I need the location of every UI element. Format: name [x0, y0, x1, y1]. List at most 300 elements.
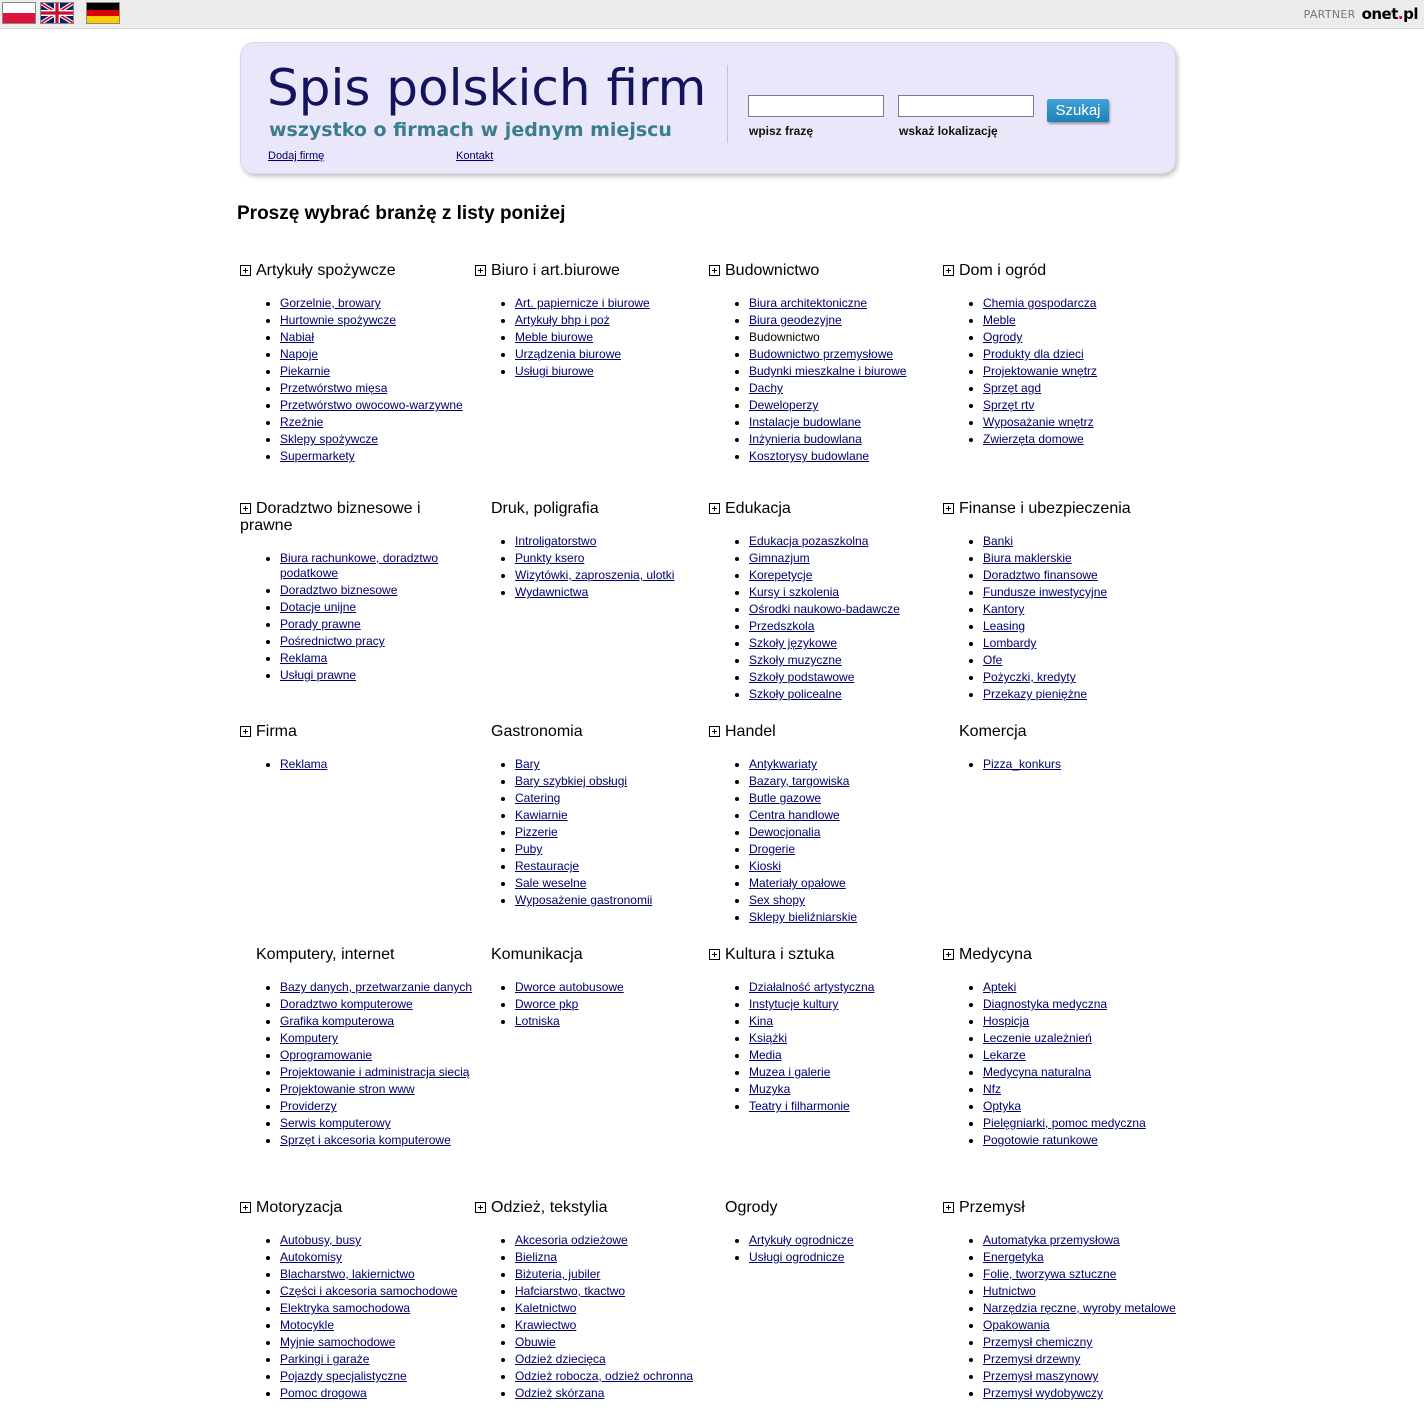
subcategory-link[interactable]: Przemysł chemiczny — [983, 1335, 1093, 1349]
location-input[interactable] — [898, 95, 1034, 117]
subcategory-link[interactable]: Energetyka — [983, 1250, 1044, 1264]
subcategory-link[interactable]: Gimnazjum — [749, 551, 810, 565]
subcategory-link[interactable]: Ośrodki naukowo-badawcze — [749, 602, 900, 616]
subcategory-link[interactable]: Fundusze inwestycyjne — [983, 585, 1108, 599]
subcategory-item — [749, 449, 943, 464]
category-block — [240, 262, 474, 466]
subcategory-item — [515, 997, 709, 1012]
subcategory-link[interactable]: Elektryka samochodowa — [280, 1301, 411, 1315]
subcategory-item — [515, 1014, 709, 1029]
category-heading[interactable] — [943, 723, 1177, 740]
subcategory-item — [280, 1133, 474, 1148]
subcategory-item — [515, 551, 709, 566]
subcategory-link[interactable]: Zwierzęta domowe — [983, 432, 1084, 446]
expand-plus-icon[interactable] — [240, 1202, 251, 1213]
subcategory-item — [983, 1116, 1177, 1131]
subcategory-item — [749, 636, 943, 651]
subcategory-link[interactable]: Reklama — [280, 651, 328, 665]
subcategory-item — [515, 313, 709, 328]
subcategory-item — [749, 364, 943, 379]
category-heading[interactable] — [475, 946, 709, 963]
subcategory-link[interactable]: Ogrody — [983, 330, 1023, 344]
subcategory-link[interactable]: Apteki — [983, 980, 1017, 994]
subcategory-link[interactable]: Akcesoria odzieżowe — [515, 1233, 628, 1247]
subcategory-item — [515, 364, 709, 379]
subcategory-item — [983, 687, 1177, 702]
subcategory-link[interactable]: Obuwie — [515, 1335, 556, 1349]
subcategory-link[interactable]: Providerzy — [280, 1099, 337, 1113]
subcategory-item — [515, 774, 709, 789]
subcategory-link[interactable]: Szkoły językowe — [749, 636, 838, 650]
subcategory-item — [515, 1369, 709, 1384]
subcategory-link[interactable]: Doradztwo biznesowe — [280, 583, 398, 597]
subcategory-link[interactable]: Dotacje unijne — [280, 600, 357, 614]
category-heading[interactable] — [240, 723, 474, 740]
subcategory-link[interactable]: Przedszkola — [749, 619, 815, 633]
expand-plus-icon[interactable] — [943, 949, 954, 960]
category-title: Handel — [725, 723, 776, 740]
subcategory-item — [280, 997, 474, 1012]
site-header — [240, 42, 1176, 174]
category-heading[interactable] — [475, 1199, 709, 1216]
subcategory-link[interactable]: Opakowania — [983, 1318, 1050, 1332]
subcategory-item — [749, 1065, 943, 1080]
subcategory-link[interactable]: Blacharstwo, lakiernictwo — [280, 1267, 415, 1281]
add-company-link[interactable]: Dodaj firmę — [268, 150, 325, 162]
subcategory-link[interactable]: Przemysł drzewny — [983, 1352, 1081, 1366]
subcategory-link[interactable]: Motocykle — [280, 1318, 335, 1332]
subcategory-link[interactable]: Odzież dziecięca — [515, 1352, 606, 1366]
subcategory-link[interactable]: Butle gazowe — [749, 791, 822, 805]
subcategory-link[interactable]: Kosztorysy budowlane — [749, 449, 870, 463]
subcategory-list — [943, 980, 1177, 1148]
subcategory-link[interactable]: Biura architektoniczne — [749, 296, 868, 310]
subcategory-link[interactable]: Catering — [515, 791, 561, 805]
subcategory-link[interactable]: Pizza_konkurs — [983, 757, 1062, 771]
subcategory-link[interactable]: Grafika komputerowa — [280, 1014, 395, 1028]
category-heading[interactable] — [475, 500, 709, 517]
subcategory-item — [749, 296, 943, 311]
subcategory-link[interactable]: Wydawnictwa — [515, 585, 589, 599]
subcategory-link[interactable]: Książki — [749, 1031, 788, 1045]
subcategory-link[interactable]: Pielęgniarki, pomoc medyczna — [983, 1116, 1146, 1130]
onet-logo-suffix: pl — [1403, 5, 1418, 23]
subcategory-link[interactable]: Automatyka przemysłowa — [983, 1233, 1120, 1247]
subcategory-link[interactable]: Sprzęt agd — [983, 381, 1042, 395]
subcategory-item — [749, 398, 943, 413]
subcategory-link[interactable]: Dewocjonalia — [749, 825, 821, 839]
category-block — [943, 723, 1177, 774]
subcategory-item — [515, 585, 709, 600]
subcategory-link[interactable]: Art. papiernicze i biurowe — [515, 296, 650, 310]
subcategory-link[interactable]: Projektowanie wnętrz — [983, 364, 1098, 378]
phrase-input[interactable] — [748, 95, 884, 117]
subcategory-link[interactable]: Artykuły bhp i poż — [515, 313, 610, 327]
subcategory-link[interactable]: Lekarze — [983, 1048, 1026, 1062]
subcategory-item — [515, 893, 709, 908]
subcategory-item — [983, 551, 1177, 566]
subcategory-item — [749, 774, 943, 789]
subcategory-link[interactable]: Wyposażenie gastronomii — [515, 893, 653, 907]
category-heading[interactable] — [709, 723, 943, 740]
subcategory-link[interactable]: Napoje — [280, 347, 319, 361]
subcategory-list — [475, 296, 709, 379]
subcategory-link[interactable]: Materiały opałowe — [749, 876, 846, 890]
subcategory-link[interactable]: Oprogramowanie — [280, 1048, 373, 1062]
subcategory-item — [515, 825, 709, 840]
expand-plus-icon[interactable] — [240, 503, 251, 514]
category-heading[interactable] — [709, 946, 943, 963]
subcategory-link[interactable]: Instytucje kultury — [749, 997, 839, 1011]
subcategory-link[interactable]: Doradztwo finansowe — [983, 568, 1098, 582]
subcategory-item — [749, 859, 943, 874]
category-block — [943, 1199, 1177, 1403]
subcategory-link[interactable]: Muzea i galerie — [749, 1065, 831, 1079]
subcategory-link[interactable]: Ofe — [983, 653, 1003, 667]
subcategory-link[interactable]: Sprzęt i akcesoria komputerowe — [280, 1133, 451, 1147]
subcategory-link[interactable]: Biura maklerskie — [983, 551, 1072, 565]
subcategory-item — [749, 1233, 943, 1248]
subcategory-item — [749, 347, 943, 362]
subcategory-link[interactable]: Optyka — [983, 1099, 1022, 1113]
subcategory-link[interactable]: Przemysł maszynowy — [983, 1369, 1099, 1383]
subcategory-link[interactable]: Szkoły muzyczne — [749, 653, 842, 667]
subcategory-link[interactable]: Hutnictwo — [983, 1284, 1036, 1298]
subcategory-link[interactable]: Hospicja — [983, 1014, 1030, 1028]
phrase-label: wpisz frazę — [749, 124, 814, 138]
subcategory-link[interactable]: Projektowanie stron www — [280, 1082, 415, 1096]
subcategory-item — [515, 1250, 709, 1265]
category-block — [709, 262, 943, 466]
subcategory-link[interactable]: Supermarkety — [280, 449, 355, 463]
subcategory-link[interactable]: Odzież robocza, odzież ochronna — [515, 1369, 694, 1383]
subcategory-link[interactable]: Restauracje — [515, 859, 580, 873]
category-title: Edukacja — [725, 500, 791, 517]
subcategory-link[interactable]: Bary — [515, 757, 540, 771]
subcategory-link[interactable]: Meble — [983, 313, 1016, 327]
subcategory-link[interactable]: Drogerie — [749, 842, 796, 856]
subcategory-link[interactable]: Pogotowie ratunkowe — [983, 1133, 1098, 1147]
subcategory-label: Budownictwo — [749, 330, 820, 344]
subcategory-link[interactable]: Medycyna naturalna — [983, 1065, 1092, 1079]
subcategory-link[interactable]: Kioski — [749, 859, 782, 873]
subcategory-link[interactable]: Sale weselne — [515, 876, 587, 890]
subcategory-item — [983, 1267, 1177, 1282]
subcategory-link[interactable]: Lotniska — [515, 1014, 560, 1028]
subcategory-link[interactable]: Sklepy spożywcze — [280, 432, 379, 446]
subcategory-link[interactable]: Doradztwo komputerowe — [280, 997, 413, 1011]
expand-plus-icon[interactable] — [709, 949, 720, 960]
german-flag-icon[interactable] — [86, 2, 120, 24]
subcategory-link[interactable]: Leczenie uzależnień — [983, 1031, 1092, 1045]
subcategory-link[interactable]: Punkty ksero — [515, 551, 585, 565]
subcategory-item — [983, 568, 1177, 583]
category-block — [240, 1199, 474, 1403]
subcategory-list — [943, 534, 1177, 702]
category-heading[interactable] — [943, 262, 1177, 279]
subcategory-link[interactable]: Pomoc drogowa — [280, 1386, 367, 1400]
subcategory-link[interactable]: Artykuły ogrodnicze — [749, 1233, 854, 1247]
expand-plus-icon[interactable] — [709, 265, 720, 276]
subcategory-item — [749, 1250, 943, 1265]
category-block — [709, 946, 943, 1116]
subcategory-link[interactable]: Sprzęt rtv — [983, 398, 1035, 412]
subcategory-link[interactable]: Deweloperzy — [749, 398, 819, 412]
subcategory-item — [515, 980, 709, 995]
subcategory-item — [749, 1099, 943, 1114]
subcategory-item — [280, 1099, 474, 1114]
subcategory-link[interactable]: Antykwariaty — [749, 757, 818, 771]
subcategory-link[interactable]: Przetwórstwo mięsa — [280, 381, 388, 395]
subcategory-item — [749, 808, 943, 823]
subcategory-link[interactable]: Komputery — [280, 1031, 339, 1045]
subcategory-link[interactable]: Introligatorstwo — [515, 534, 597, 548]
category-title: Finanse i ubezpieczenia — [959, 500, 1131, 517]
subcategory-item — [280, 398, 474, 413]
subcategory-item — [749, 791, 943, 806]
subcategory-item — [983, 1014, 1177, 1029]
subcategory-link[interactable]: Krawiectwo — [515, 1318, 577, 1332]
subcategory-link[interactable]: Kantory — [983, 602, 1025, 616]
subcategory-item — [749, 757, 943, 772]
subcategory-link[interactable]: Sklepy bieliźniarskie — [749, 910, 858, 924]
subcategory-link[interactable]: Korepetycje — [749, 568, 813, 582]
category-heading[interactable] — [240, 262, 474, 279]
subcategory-link[interactable]: Myjnie samochodowe — [280, 1335, 396, 1349]
top-bar — [0, 0, 1424, 29]
category-heading[interactable] — [240, 946, 474, 963]
subcategory-item — [280, 1284, 474, 1299]
category-heading[interactable] — [943, 1199, 1177, 1216]
subcategory-link[interactable]: Usługi biurowe — [515, 364, 594, 378]
contact-link[interactable]: Kontakt — [456, 150, 494, 162]
subcategory-link[interactable]: Pośrednictwo pracy — [280, 634, 385, 648]
subcategory-item — [983, 1318, 1177, 1333]
subcategory-item — [983, 1250, 1177, 1265]
category-block — [475, 500, 709, 602]
subcategory-link[interactable]: Przetwórstwo owocowo-warzywne — [280, 398, 463, 412]
category-block — [709, 723, 943, 927]
subcategory-link[interactable]: Dachy — [749, 381, 784, 395]
expand-plus-icon[interactable] — [709, 503, 720, 514]
subcategory-link[interactable]: Produkty dla dzieci — [983, 347, 1084, 361]
subcategory-item — [515, 859, 709, 874]
expand-plus-icon[interactable] — [240, 265, 251, 276]
subcategory-link[interactable]: Urządzenia biurowe — [515, 347, 622, 361]
subcategory-item — [515, 1267, 709, 1282]
polish-flag-icon[interactable] — [2, 2, 36, 24]
subcategory-link[interactable]: Biżuteria, jubiler — [515, 1267, 601, 1281]
subcategory-link[interactable]: Biura rachunkowe, doradztwo podatkowe — [280, 551, 439, 580]
subcategory-item — [749, 893, 943, 908]
category-title: Budownictwo — [725, 262, 820, 279]
subcategory-list — [475, 1233, 709, 1401]
subcategory-link[interactable]: Nabiał — [280, 330, 315, 344]
category-block — [709, 1199, 943, 1267]
subcategory-link[interactable]: Bary szybkiej obsługi — [515, 774, 628, 788]
subcategory-link[interactable]: Budownictwo przemysłowe — [749, 347, 894, 361]
subcategory-item — [983, 1099, 1177, 1114]
subcategory-link[interactable]: Wizytówki, zaproszenia, ulotki — [515, 568, 675, 582]
subcategory-link[interactable]: Instalacje budowlane — [749, 415, 862, 429]
subcategory-link[interactable]: Piekarnie — [280, 364, 331, 378]
subcategory-item — [515, 1284, 709, 1299]
subcategory-link[interactable]: Hafciarstwo, tkactwo — [515, 1284, 626, 1298]
subcategory-link[interactable]: Banki — [983, 534, 1014, 548]
subcategory-link[interactable]: Rzeźnie — [280, 415, 324, 429]
subcategory-item — [280, 415, 474, 430]
subcategory-link[interactable]: Biura geodezyjne — [749, 313, 842, 327]
subcategory-item — [280, 1250, 474, 1265]
subcategory-link[interactable]: Odzież skórzana — [515, 1386, 605, 1400]
subcategory-link[interactable]: Przemysł wydobywczy — [983, 1386, 1104, 1400]
subcategory-link[interactable]: Części i akcesoria samochodowe — [280, 1284, 458, 1298]
category-heading[interactable] — [709, 262, 943, 279]
subcategory-item — [515, 1352, 709, 1367]
search-button[interactable]: Szukaj — [1047, 99, 1109, 122]
expand-plus-icon[interactable] — [240, 726, 251, 737]
subcategory-item — [515, 842, 709, 857]
subcategory-list — [240, 757, 474, 772]
subcategory-list — [240, 980, 474, 1148]
expand-plus-icon[interactable] — [475, 1202, 486, 1213]
subcategory-item — [983, 330, 1177, 345]
category-block — [943, 262, 1177, 449]
subcategory-link[interactable]: Kawiarnie — [515, 808, 568, 822]
subcategory-link[interactable]: Projektowanie i administracja siecią — [280, 1065, 470, 1079]
subcategory-link[interactable]: Pizzerie — [515, 825, 558, 839]
category-block — [240, 723, 474, 774]
subcategory-link[interactable]: Media — [749, 1048, 782, 1062]
header-divider — [727, 65, 728, 143]
subcategory-link[interactable]: Wyposażanie wnętrz — [983, 415, 1094, 429]
subcategory-item — [983, 1301, 1177, 1316]
subcategory-item — [280, 1031, 474, 1046]
subcategory-item — [983, 1335, 1177, 1350]
subcategory-item — [749, 415, 943, 430]
subcategory-item — [983, 1065, 1177, 1080]
subcategory-link[interactable]: Bielizna — [515, 1250, 558, 1264]
subcategory-item — [515, 1318, 709, 1333]
subcategory-link[interactable]: Reklama — [280, 757, 328, 771]
subcategory-item — [280, 651, 474, 666]
subcategory-link[interactable]: Lombardy — [983, 636, 1037, 650]
subcategory-link[interactable]: Budynki mieszkalne i biurowe — [749, 364, 907, 378]
subcategory-item — [749, 619, 943, 634]
subcategory-item — [515, 347, 709, 362]
subcategory-link[interactable]: Meble biurowe — [515, 330, 594, 344]
subcategory-link[interactable]: Dworce autobusowe — [515, 980, 624, 994]
subcategory-link[interactable]: Pożyczki, kredyty — [983, 670, 1076, 684]
subcategory-item — [280, 381, 474, 396]
category-block — [240, 500, 474, 685]
subcategory-link[interactable]: Narzędzia ręczne, wyroby metalowe — [983, 1301, 1176, 1315]
subcategory-item — [515, 568, 709, 583]
site-title[interactable]: Spis polskich firm — [267, 59, 707, 117]
subcategory-item — [983, 1233, 1177, 1248]
category-title: Przemysł — [959, 1199, 1025, 1216]
subcategory-link[interactable]: Działalność artystyczna — [749, 980, 875, 994]
subcategory-link[interactable]: Szkoły podstawowe — [749, 670, 855, 684]
expand-plus-icon[interactable] — [943, 265, 954, 276]
subcategory-link[interactable]: Edukacja pozaszkolna — [749, 534, 869, 548]
subcategory-link[interactable]: Usługi prawne — [280, 668, 357, 682]
subcategory-item — [280, 551, 474, 581]
subcategory-link[interactable]: Chemia gospodarcza — [983, 296, 1097, 310]
category-title: Kultura i sztuka — [725, 946, 835, 963]
category-title: Ogrody — [725, 1199, 778, 1216]
subcategory-link[interactable]: Dworce pkp — [515, 997, 579, 1011]
subcategory-link[interactable]: Folie, tworzywa sztuczne — [983, 1267, 1117, 1281]
category-heading[interactable] — [943, 946, 1177, 963]
subcategory-list — [943, 757, 1177, 772]
subcategory-item — [749, 876, 943, 891]
subcategory-item — [515, 1233, 709, 1248]
subcategory-link[interactable]: Puby — [515, 842, 543, 856]
subcategory-link[interactable]: Inżynieria budowlana — [749, 432, 862, 446]
subcategory-item — [983, 585, 1177, 600]
subcategory-link[interactable]: Serwis komputerowy — [280, 1116, 391, 1130]
subcategory-link[interactable]: Centra handlowe — [749, 808, 840, 822]
subcategory-link[interactable]: Kursy i szkolenia — [749, 585, 840, 599]
subcategory-link[interactable]: Przekazy pieniężne — [983, 687, 1088, 701]
subcategory-link[interactable]: Nfz — [983, 1082, 1001, 1096]
subcategory-link[interactable]: Teatry i filharmonie — [749, 1099, 850, 1113]
expand-plus-icon[interactable] — [943, 503, 954, 514]
subcategory-link[interactable]: Hurtownie spożywcze — [280, 313, 397, 327]
subcategory-link[interactable]: Muzyka — [749, 1082, 791, 1096]
category-heading[interactable] — [240, 1199, 474, 1216]
subcategory-link[interactable]: Diagnostyka medyczna — [983, 997, 1108, 1011]
subcategory-item — [983, 1082, 1177, 1097]
category-heading[interactable] — [709, 500, 943, 517]
subcategory-link[interactable]: Leasing — [983, 619, 1026, 633]
subcategory-link[interactable]: Szkoły policealne — [749, 687, 842, 701]
subcategory-item — [749, 432, 943, 447]
onet-logo[interactable] — [1362, 5, 1418, 23]
uk-flag-icon[interactable] — [40, 2, 74, 24]
subcategory-list — [943, 1233, 1177, 1401]
subcategory-link[interactable]: Sex shopy — [749, 893, 806, 907]
partner-badge[interactable] — [1304, 5, 1418, 23]
expand-plus-icon[interactable] — [943, 1202, 954, 1213]
subcategory-item — [515, 808, 709, 823]
expand-plus-icon[interactable] — [475, 265, 486, 276]
category-block — [943, 946, 1177, 1150]
subcategory-link[interactable]: Bazary, targowiska — [749, 774, 850, 788]
subcategory-link[interactable]: Bazy danych, przetwarzanie danych — [280, 980, 473, 994]
subcategory-item — [749, 653, 943, 668]
subcategory-link[interactable]: Autokomisy — [280, 1250, 343, 1264]
expand-plus-icon[interactable] — [709, 726, 720, 737]
category-heading[interactable] — [475, 723, 709, 740]
subcategory-link[interactable]: Gorzelnie, browary — [280, 296, 381, 310]
subcategory-link[interactable]: Autobusy, busy — [280, 1233, 362, 1247]
subcategory-item — [983, 1369, 1177, 1384]
category-heading[interactable] — [240, 500, 474, 534]
subcategory-link[interactable]: Usługi ogrodnicze — [749, 1250, 845, 1264]
subcategory-link[interactable]: Parkingi i garaże — [280, 1352, 370, 1366]
subcategory-item — [749, 602, 943, 617]
subcategory-item — [749, 997, 943, 1012]
subcategory-link[interactable]: Kina — [749, 1014, 774, 1028]
subcategory-link[interactable]: Kaletnictwo — [515, 1301, 577, 1315]
category-heading[interactable] — [475, 262, 709, 279]
category-heading[interactable] — [943, 500, 1177, 517]
subcategory-link[interactable]: Pojazdy specjalistyczne — [280, 1369, 407, 1383]
category-heading[interactable] — [709, 1199, 943, 1216]
subcategory-link[interactable]: Porady prawne — [280, 617, 361, 631]
